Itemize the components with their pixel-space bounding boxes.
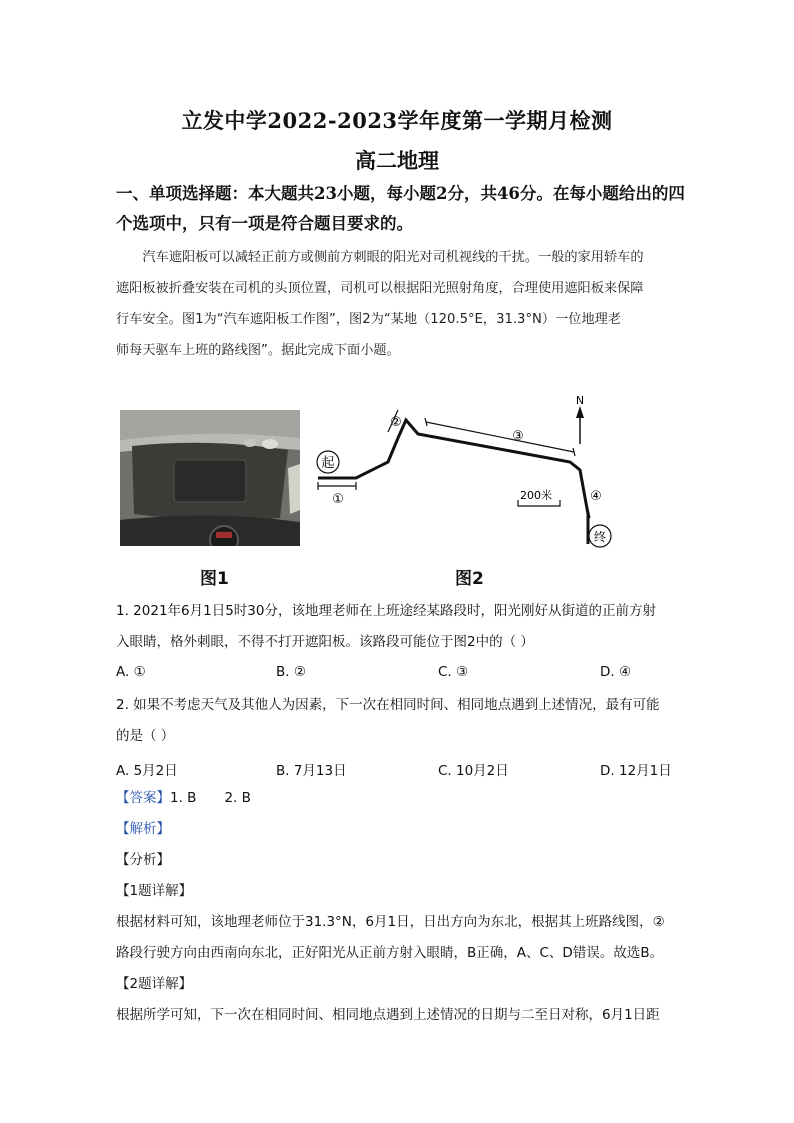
material-line-4: 师每天驱车上班的路线图”。据此完成下面小题。	[116, 343, 400, 358]
material-line-3: 行车安全。图1为“汽车遮阳板工作图”，图2为“某地（120.5°E，31.3°N）一位地理老	[116, 312, 622, 327]
q1-option-c: C. ③	[438, 664, 469, 680]
q2-detail-heading: 【2题详解】	[116, 976, 193, 992]
exam-subject: 高二地理	[355, 148, 439, 173]
q1-detail-line-2: 路段行驶方向由西南向东北，正好阳光从正前方射入眼睛，B正确，A、C、D错误。故选B。	[116, 945, 664, 961]
segment-1-label: ①	[332, 492, 344, 507]
sun-visor-photo	[120, 410, 300, 546]
segment-4-bracket	[580, 474, 590, 518]
exam-title: 立发中学2022-2023学年度第一学期月检测	[181, 108, 613, 133]
answer-1: 1. B	[170, 790, 197, 806]
answer-tag: 【答案】	[116, 790, 170, 806]
segment-3-bracket	[426, 422, 574, 452]
q1-option-d: D. ④	[600, 664, 632, 680]
route-line	[318, 420, 588, 544]
question-1-line-2: 入眼睛，格外刺眼，不得不打开遮阳板。该路段可能位于图2中的（ ）	[116, 634, 534, 650]
q1-option-b: B. ②	[276, 664, 306, 680]
jiexi-heading: 【解析】	[116, 821, 170, 837]
q1-detail-heading: 【1题详解】	[116, 883, 193, 899]
question-2-options	[116, 759, 696, 783]
section-heading-line2: 个选项中，只有一项是符合题目要求的。	[116, 214, 413, 233]
start-label: 起	[321, 456, 335, 471]
question-2	[116, 690, 696, 752]
segment-2-label: ②	[390, 415, 402, 430]
end-label: 终	[593, 530, 607, 544]
answer-line	[116, 783, 696, 814]
segment-4-label: ④	[590, 489, 602, 504]
question-2-line-1: 2. 如果不考虑天气及其他人为因素，下一次在相同时间、相同地点遇到上述情况，最有可能	[116, 697, 660, 713]
q2-option-b: B. 7月13日	[276, 763, 347, 779]
question-2-line-2: 的是（ ）	[116, 728, 175, 744]
q1-detail-line-1: 根据材料可知，该地理老师位于31.3°N，6月1日，日出方向为东北，根据其上班路线图，②	[116, 914, 665, 930]
material-line-2: 遮阳板被折叠安装在司机的头顶位置，司机可以根据阳光照射角度，合理使用遮阳板来保障	[116, 281, 644, 296]
q2-detail-line-1: 根据所学可知，下一次在相同时间、相同地点遇到上述情况的日期与二至日对称，6月1日距	[116, 1007, 660, 1023]
route-map	[308, 388, 628, 558]
section-heading-line1: 一、单项选择题：本大题共23小题，每小题2分，共46分。在每小题给出的四	[116, 184, 685, 203]
question-1	[116, 596, 696, 658]
q1-option-a: A. ①	[116, 664, 146, 680]
question-1-options	[116, 664, 696, 688]
material-paragraph	[116, 242, 696, 366]
north-label: N	[575, 394, 585, 407]
q2-option-d: D. 12月1日	[600, 763, 672, 779]
q2-option-c: C. 10月2日	[438, 763, 509, 779]
figure-2-label: 图2	[455, 569, 484, 589]
scale-label: 200米	[520, 489, 552, 502]
q2-option-a: A. 5月2日	[116, 763, 178, 779]
figure-1-label: 图1	[200, 569, 229, 589]
material-line-1: 汽车遮阳板可以减轻正前方或侧前方刺眼的阳光对司机视线的干扰。一般的家用轿车的	[142, 250, 644, 265]
segment-3-label: ③	[512, 429, 524, 444]
answer-2: 2. B	[224, 790, 251, 806]
fenxi-heading: 【分析】	[116, 852, 170, 868]
question-1-line-1: 1. 2021年6月1日5时30分，该地理老师在上班途经某路段时，阳光刚好从街道的正前方射	[116, 603, 656, 619]
